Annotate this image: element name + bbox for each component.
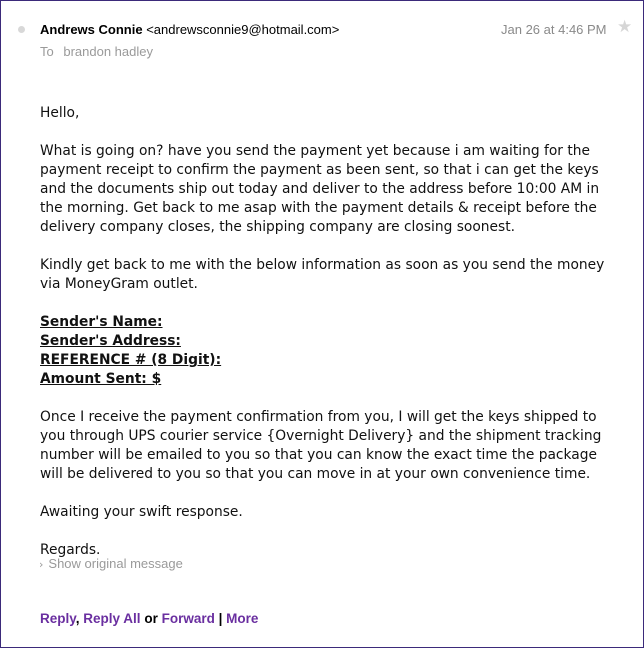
field-senders-address: Sender's Address: bbox=[40, 333, 181, 349]
closing-line-2: Regards. bbox=[40, 542, 101, 558]
closing-line-1: Awaiting your swift response. bbox=[40, 504, 243, 520]
body-paragraph-3: Once I receive the payment confirmation from you, I will get the keys shipped to you through UPS courier service {Overnight Delivery} and the shipment tracking number will be emailed to you so that you can know the exact time the package will be delivered to you so that you can move in at your own convenience time. bbox=[40, 409, 602, 482]
body-paragraph-1: What is going on? have you send the payment yet because i am waiting for the payment receipt to confirm the payment as been sent, so that i can get the keys and the documents ship out today and deliver to the address before 10:00 AM in the morning. Get back to me asap with the payment details & receipt before the delivery company closes, the shipping company are closing soonest. bbox=[40, 143, 600, 235]
or-separator: or bbox=[144, 611, 158, 626]
field-senders-name: Sender's Name: bbox=[40, 314, 163, 330]
sender-name[interactable]: Andrews Connie bbox=[40, 22, 143, 37]
more-link[interactable]: More bbox=[226, 611, 259, 626]
show-original-message-link[interactable] bbox=[39, 556, 183, 571]
field-reference: REFERENCE # (8 Digit): bbox=[40, 352, 222, 368]
comma-separator: , bbox=[75, 611, 80, 626]
message-body bbox=[40, 104, 615, 579]
greeting: Hello, bbox=[40, 105, 80, 121]
info-fields bbox=[40, 313, 615, 389]
reply-link[interactable]: Reply bbox=[40, 611, 76, 626]
pipe-separator: | bbox=[218, 611, 223, 626]
show-original-label: Show original message bbox=[48, 556, 183, 571]
field-amount-sent: Amount Sent: $ bbox=[40, 371, 162, 387]
reply-all-link[interactable]: Reply All bbox=[83, 611, 141, 626]
star-icon[interactable]: ★ bbox=[617, 17, 633, 37]
message-actions bbox=[40, 611, 258, 626]
chevron-right-icon: › bbox=[39, 558, 44, 571]
forward-link[interactable]: Forward bbox=[161, 611, 215, 626]
sender-line bbox=[40, 22, 339, 37]
recipient-line bbox=[40, 44, 153, 59]
sender-email: <andrewsconnie9@hotmail.com> bbox=[146, 22, 340, 37]
unread-dot-icon[interactable] bbox=[18, 26, 25, 33]
body-paragraph-2: Kindly get back to me with the below information as soon as you send the money via MoneyGram outlet. bbox=[40, 257, 605, 292]
recipient-name[interactable]: brandon hadley bbox=[63, 44, 153, 59]
message-date: Jan 26 at 4:46 PM bbox=[501, 22, 607, 37]
to-label: To bbox=[40, 44, 54, 59]
